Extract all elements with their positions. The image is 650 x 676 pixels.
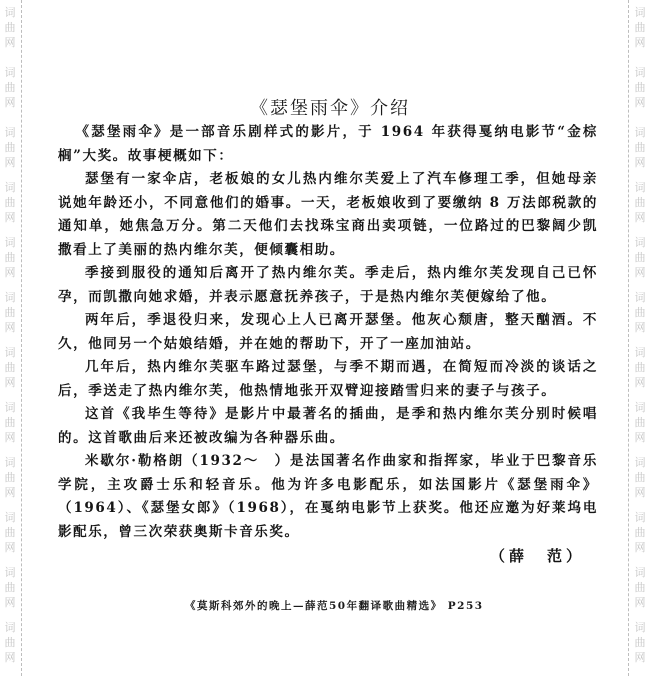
watermark-char: 曲 [4, 81, 16, 94]
watermark-char: 曲 [4, 21, 16, 34]
paragraph-story-1: 瑟堡有一家伞店，老板娘的女儿热内维尔芙爱上了汽车修理工季，但她母亲说她年龄还小，不同意他们的婚事。一天，老板娘收到了要缴纳 8 万法郎税款的通知单，她焦急万分。第二天他们去找珠宝商出卖项链，一位路过的巴黎阔少凯撒看上了美丽的热内维尔芙，便倾囊相助。 [58, 171, 598, 258]
watermark-char: 网 [634, 486, 646, 499]
watermark-group [632, 180, 648, 225]
watermark-char: 曲 [634, 141, 646, 154]
watermark-char: 曲 [634, 636, 646, 649]
watermark-group [632, 125, 648, 170]
watermark-char: 曲 [634, 526, 646, 539]
watermark-char: 网 [634, 376, 646, 389]
watermark-char: 词 [4, 6, 16, 19]
watermark-char: 网 [634, 36, 646, 49]
watermark-char: 曲 [634, 21, 646, 34]
watermark-group [2, 345, 18, 390]
watermark-group [632, 455, 648, 500]
watermark-char: 词 [634, 511, 646, 524]
watermark-char: 曲 [634, 306, 646, 319]
left-watermark-margin [0, 0, 20, 676]
watermark-char: 曲 [634, 81, 646, 94]
watermark-char: 网 [4, 431, 16, 444]
watermark-group [2, 455, 18, 500]
watermark-char: 网 [634, 211, 646, 224]
watermark-char: 词 [4, 401, 16, 414]
watermark-char: 曲 [634, 416, 646, 429]
watermark-char: 曲 [4, 636, 16, 649]
watermark-char: 曲 [4, 306, 16, 319]
paragraph-story-3: 两年后，季退役归来，发现心上人已离开瑟堡。他灰心颓唐，整天酗酒。不久，他同另一个姑娘结婚，并在她的帮助下，开了一座加油站。 [58, 312, 598, 352]
watermark-char: 曲 [634, 471, 646, 484]
paragraph-intro: 《瑟堡雨伞》是一部音乐剧样式的影片，于 1964 年获得戛纳电影节“金棕榈”大奖。故事梗概如下： [58, 124, 598, 164]
watermark-char: 网 [634, 321, 646, 334]
right-dashed-border [628, 0, 629, 676]
watermark-char: 词 [634, 566, 646, 579]
watermark-char: 网 [634, 431, 646, 444]
watermark-char: 曲 [634, 251, 646, 264]
watermark-char: 曲 [634, 361, 646, 374]
watermark-char: 词 [634, 126, 646, 139]
watermark-group [2, 565, 18, 610]
paragraph-story-4: 几年后，热内维尔芙驱车路过瑟堡，与季不期而遇，在简短而冷淡的谈话之后，季送走了热内维尔芙，他热情地张开双臂迎接踏雪归来的妻子与孩子。 [58, 359, 598, 399]
document-title: 《瑟堡雨伞》介绍 [250, 98, 410, 119]
watermark-group [2, 620, 18, 665]
watermark-char: 词 [4, 181, 16, 194]
watermark-group [2, 235, 18, 280]
watermark-char: 网 [4, 36, 16, 49]
watermark-char: 网 [4, 651, 16, 664]
watermark-group [2, 400, 18, 445]
watermark-char: 词 [4, 236, 16, 249]
watermark-char: 网 [4, 541, 16, 554]
watermark-group [632, 565, 648, 610]
paragraph-story-2: 季接到服役的通知后离开了热内维尔芙。季走后，热内维尔芙发现自己已怀孕，而凯撒向她求婚，并表示愿意抚养孩子，于是热内维尔芙便嫁给了他。 [58, 265, 598, 305]
watermark-char: 曲 [4, 361, 16, 374]
watermark-group [2, 125, 18, 170]
watermark-char: 词 [634, 401, 646, 414]
watermark-group [2, 180, 18, 225]
watermark-char: 曲 [4, 196, 16, 209]
watermark-char: 网 [4, 321, 16, 334]
watermark-group [2, 510, 18, 555]
watermark-char: 网 [4, 211, 16, 224]
watermark-group [632, 345, 648, 390]
watermark-char: 曲 [4, 581, 16, 594]
watermark-group [632, 65, 648, 110]
watermark-group [2, 65, 18, 110]
watermark-group [632, 620, 648, 665]
watermark-char: 网 [634, 156, 646, 169]
watermark-char: 词 [634, 291, 646, 304]
watermark-char: 网 [634, 266, 646, 279]
watermark-char: 网 [4, 156, 16, 169]
document-page [50, 0, 610, 676]
watermark-char: 词 [4, 346, 16, 359]
watermark-char: 词 [634, 236, 646, 249]
watermark-char: 网 [634, 541, 646, 554]
watermark-char: 曲 [634, 581, 646, 594]
watermark-char: 网 [4, 486, 16, 499]
watermark-char: 曲 [4, 526, 16, 539]
watermark-group [2, 290, 18, 335]
watermark-char: 曲 [4, 416, 16, 429]
watermark-char: 词 [4, 126, 16, 139]
source-citation: 《莫斯科郊外的晚上—薛范50年翻译歌曲精选》 P253 [185, 600, 484, 612]
watermark-char: 网 [4, 376, 16, 389]
watermark-group [632, 290, 648, 335]
watermark-char: 词 [634, 66, 646, 79]
paragraph-composer: 米歇尔·勒格朗（1932～ ）是法国著名作曲家和指挥家，毕业于巴黎音乐学院，主攻爵士乐和轻音乐。他为许多电影配乐，如法国影片《瑟堡雨伞》（1964）、《瑟堡女郎》（1968），在戛纳电影节上获奖。他还应邀为好莱坞电影配乐，曾三次荣获奥斯卡音乐奖。 [58, 453, 598, 540]
author-signature: （薛 范） [490, 547, 586, 565]
watermark-char: 网 [634, 651, 646, 664]
watermark-group [632, 5, 648, 50]
watermark-char: 词 [634, 456, 646, 469]
watermark-group [632, 235, 648, 280]
watermark-group [632, 400, 648, 445]
watermark-char: 曲 [4, 251, 16, 264]
watermark-char: 网 [634, 596, 646, 609]
left-dashed-border [21, 0, 22, 676]
watermark-char: 网 [4, 96, 16, 109]
watermark-char: 词 [634, 181, 646, 194]
watermark-char: 词 [634, 6, 646, 19]
document-body [58, 121, 598, 544]
paragraph-song: 这首《我毕生等待》是影片中最著名的插曲，是季和热内维尔芙分别时候唱的。这首歌曲后来还被改编为各种器乐曲。 [58, 406, 598, 446]
watermark-char: 网 [634, 96, 646, 109]
watermark-char: 网 [4, 266, 16, 279]
watermark-group [2, 5, 18, 50]
watermark-char: 词 [4, 621, 16, 634]
watermark-char: 词 [4, 66, 16, 79]
watermark-char: 曲 [4, 141, 16, 154]
watermark-char: 词 [4, 291, 16, 304]
watermark-char: 词 [4, 511, 16, 524]
watermark-char: 词 [634, 346, 646, 359]
watermark-char: 网 [4, 596, 16, 609]
watermark-char: 词 [634, 621, 646, 634]
watermark-char: 曲 [4, 471, 16, 484]
watermark-char: 词 [4, 456, 16, 469]
right-watermark-margin [630, 0, 650, 676]
watermark-char: 曲 [634, 196, 646, 209]
watermark-group [632, 510, 648, 555]
watermark-char: 词 [4, 566, 16, 579]
